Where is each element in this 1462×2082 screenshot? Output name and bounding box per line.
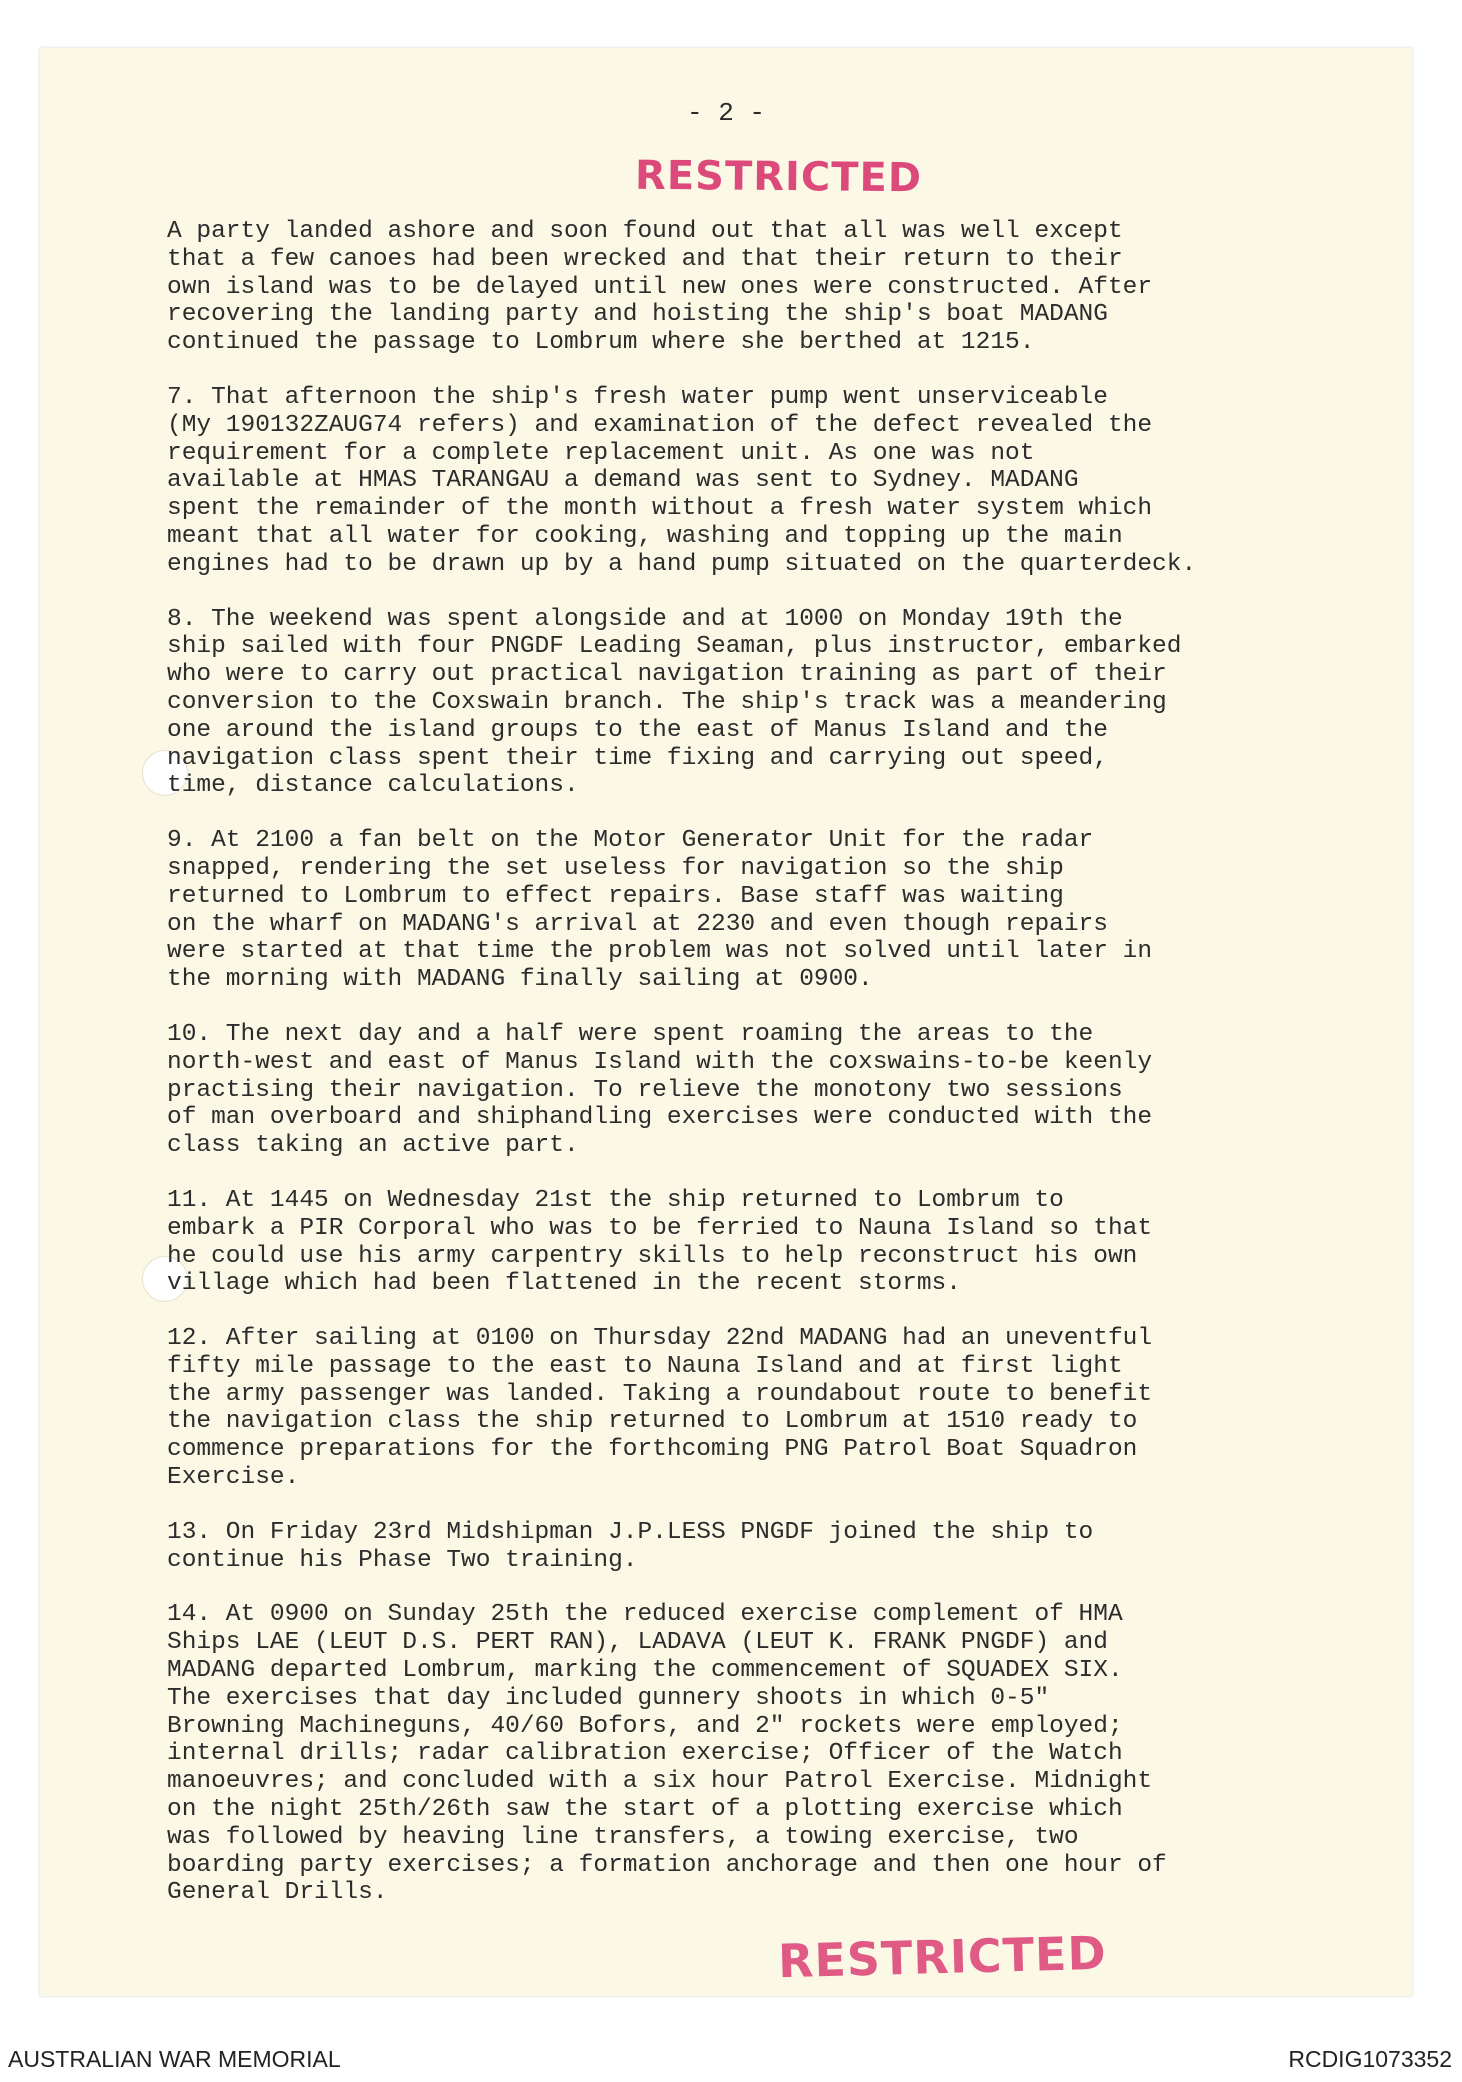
restricted-stamp-bottom: RESTRICTED bbox=[777, 1925, 1108, 1989]
paragraph-11: 11. At 1445 on Wednesday 21st the ship returned to Lombrum to embark a PIR Corporal who was to be ferried to Nauna Island so that he could use his army carpentry skills to help reconstruct his own village which had been flattened in the recent storms. bbox=[167, 1186, 1153, 1298]
paragraph-10: 10. The next day and a half were spent roaming the areas to the north-west and east of Manus Island with the coxswains-to-be keenly practising their navigation. To relieve the monotony two sessions of man overboard and shiphandling exercises were conducted with the class taking an active part. bbox=[167, 1020, 1153, 1160]
paragraph-7: 7. That afternoon the ship's fresh water pump went unserviceable (My 190132ZAUG74 refers) and examination of the defect revealed the requirement for a complete replacement unit. As one was not available at HMAS TARANGAU a demand was sent to Sydney. MADANG spent the remainder of the month without a fresh water system which meant that all water for cooking, washing and topping up the main engines had to be drawn up by a hand pump situated on the quarterdeck. bbox=[167, 383, 1197, 578]
paragraph-12: 12. After sailing at 0100 on Thursday 22nd MADANG had an uneventful fifty mile passage to the east to Nauna Island and at first light the army passenger was landed. Taking a roundabout route to benefit the navigation class the ship returned to Lombrum at 1510 ready to commence preparations for the forthcoming PNG Patrol Boat Squadron Exercise. bbox=[167, 1325, 1153, 1492]
restricted-stamp-top: RESTRICTED bbox=[634, 152, 923, 202]
footer-record-id: RCDIG1073352 bbox=[1288, 2046, 1452, 2072]
paragraph-9: 9. At 2100 a fan belt on the Motor Generator Unit for the radar snapped, rendering the set useless for navigation so the ship returned to Lombrum to effect repairs. Base staff was waiting on the wharf on MADANG's arrival at 2230 and even though repairs were started at that time the problem was not solved until later in the morning with MADANG finally sailing at 0900. bbox=[167, 827, 1153, 994]
paragraph-14: 14. At 0900 on Sunday 25th the reduced exercise complement of HMA Ships LAE (LEUT D.S. PERT RAN), LADAVA (LEUT K. FRANK PNGDF) and MADANG departed Lombrum, marking the commencement of SQUADEX SIX. The exercises that day included gunnery shoots in which 0-5" Browning Machineguns, 40/60 Bofors, and 2" rockets were employed; internal drills; radar calibration exercise; Officer of the Watch manoeuvres; and concluded with a six hour Patrol Exercise. Midnight on the night 25th/26th saw the start of a plotting exercise which was followed by heaving line transfers, a towing exercise, two boarding party exercises; a formation anchorage and then one hour of General Drills. bbox=[167, 1601, 1167, 1907]
paragraph-8: 8. The weekend was spent alongside and at 1000 on Monday 19th the ship sailed with four PNGDF Leading Seaman, plus instructor, embarked who were to carry out practical navigation training as part of their conversion to the Coxswain branch. The ship's track was a meandering one around the island groups to the east of Manus Island and the navigation class spent their time fixing and carrying out speed, time, distance calculations. bbox=[167, 605, 1182, 800]
footer-archive-name: AUSTRALIAN WAR MEMORIAL bbox=[8, 2046, 341, 2072]
page-number: - 2 - bbox=[686, 98, 765, 128]
document-body bbox=[167, 218, 1397, 1907]
paragraph-6-continued: A party landed ashore and soon found out that all was well except that a few canoes had been wrecked and that their return to their own island was to be delayed until new ones were constructed. After recovering the landing party and hoisting the ship's boat MADANG continued the passage to Lombrum where she berthed at 1215. bbox=[167, 218, 1153, 357]
document-page bbox=[40, 48, 1412, 1996]
paragraph-13: 13. On Friday 23rd Midshipman J.P.LESS PNGDF joined the ship to continue his Phase Two training. bbox=[167, 1518, 1094, 1574]
